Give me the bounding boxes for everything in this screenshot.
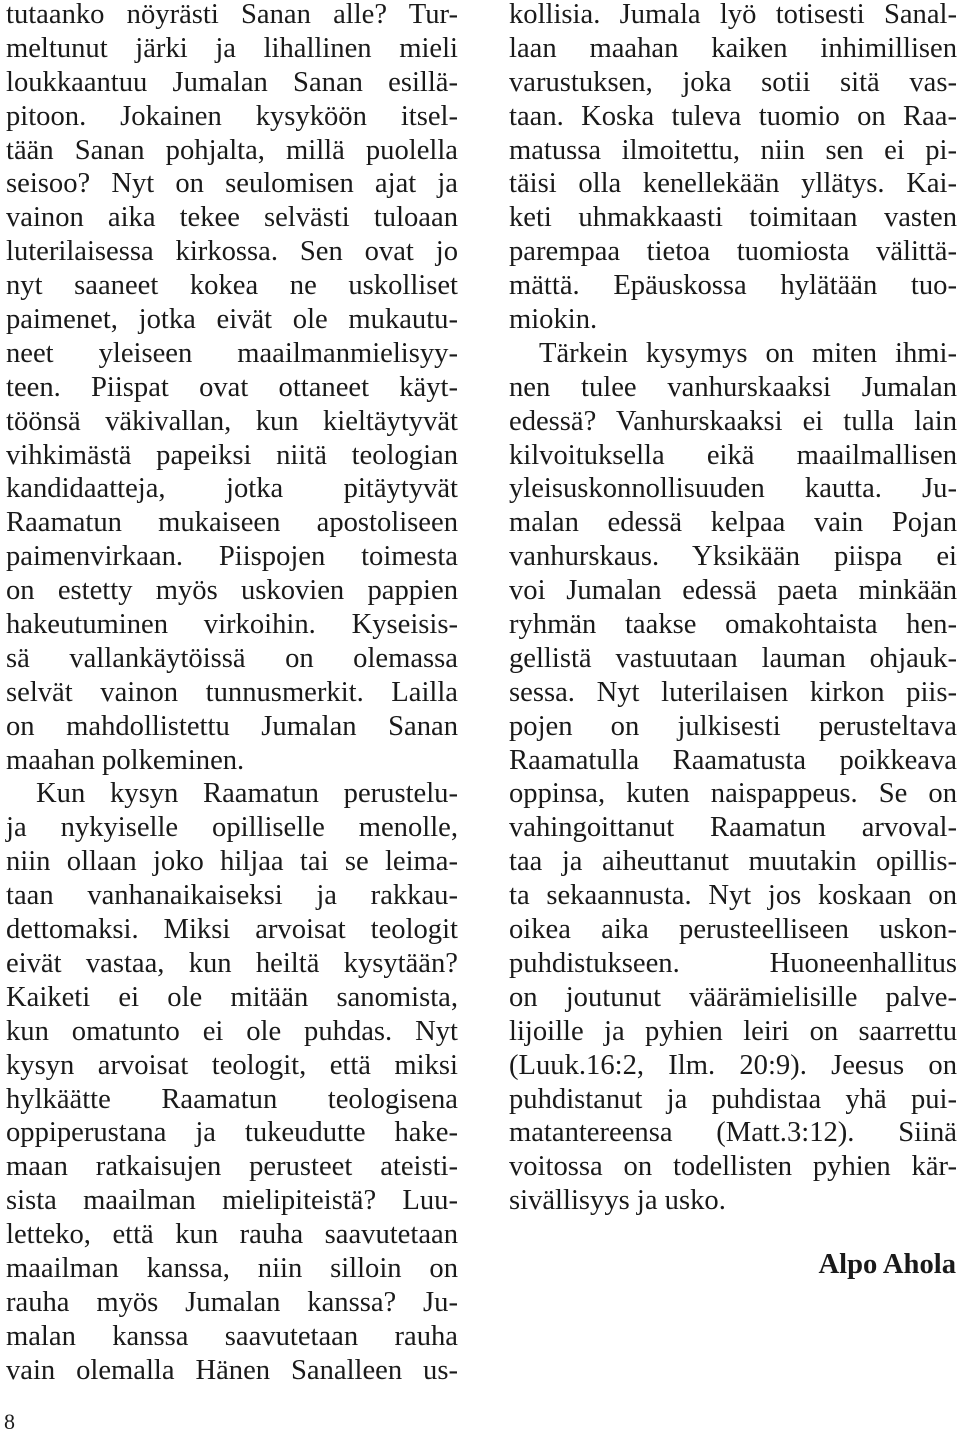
text-line: Tärkein kysymys on miten ihmi- [539,337,957,369]
text-column-left [6,0,458,1388]
text-line: sista maailman mielipiteistä? Luu- [6,1185,458,1217]
text-line: paimenvirkaan. Piispojen toimesta [6,541,458,573]
text-line: Kaiketi ei ole mitään sanomista, [6,981,458,1013]
text-line: eivät vastaa, kun heiltä kysytään? [6,947,458,979]
text-line: laan maahan kaiken inhimillisen [509,32,957,64]
text-line: ryhmän taakse omakohtaista hen- [509,609,957,641]
text-line: malan edessä kelpaa vain Pojan [509,507,957,539]
text-line: keti uhmakkaasti toimitaan vasten [509,202,957,234]
text-line: seisoo? Nyt on seulomisen ajat ja [6,168,458,200]
page-number: 8 [4,1409,15,1434]
text-line: malan kanssa saavutetaan rauha [6,1320,458,1352]
text-line: ta sekaannusta. Nyt jos koskaan on [509,880,957,912]
text-line: paimenet, jotka eivät ole mukautu- [6,304,458,336]
text-line: oikea aika perusteelliseen uskon- [509,914,957,946]
text-line: maailman kanssa, niin silloin on [6,1252,458,1284]
text-line: yleisuskonnollisuuden kautta. Ju- [509,473,957,505]
text-line: kun omatunto ei ole puhdas. Nyt [6,1015,458,1047]
text-column-right [509,0,957,1218]
text-line: rauha myös Jumalan kanssa? Ju- [6,1286,458,1318]
text-line: Raamatun mukaiseen apostoliseen [6,507,458,539]
text-line: meltunut järki ja lihallinen mieli [6,32,458,64]
text-line: nen tulee vanhurskaaksi Jumalan [509,371,957,403]
text-line: täisi olla kenellekään yllätys. Kai- [509,168,957,200]
text-line: on estetty myös uskovien pappien [6,575,458,607]
text-line: hakeutuminen virkoihin. Kyseisis- [6,609,458,641]
text-line: kollisia. Jumala lyö totisesti Sanal- [509,0,957,30]
text-line: pitoon. Jokainen kysyköön itsel- [6,100,458,132]
text-line: kandidaatteja, jotka pitäytyvät [6,473,458,505]
text-line: lijoille ja pyhien leiri on saarrettu [509,1015,957,1047]
text-line: sessa. Nyt luterilaisen kirkon piis- [509,676,957,708]
text-line: vanhurskaus. Yksikään piispa ei [509,541,957,573]
text-line: vahingoittanut Raamatun arvoval- [509,812,957,844]
text-line: edessä? Vanhurskaaksi ei tulla lain [509,405,957,437]
text-line: niin ollaan joko hiljaa tai se leima- [6,846,458,878]
text-line: taan. Koska tuleva tuomio on Raa- [509,100,957,132]
text-line: letteko, että kun rauha saavutetaan [6,1219,458,1251]
text-line: neet yleiseen maailmanmielisyy- [6,337,458,369]
text-line: sä vallankäytöissä on olemassa [6,642,458,674]
text-line: töönsä väkivallan, kun kieltäytyvät [6,405,458,437]
text-line: vihkimästä papeiksi niitä teologian [6,439,458,471]
text-line: varustuksen, joka sotii sitä vas- [509,66,957,98]
text-line: on joutunut väärämielisille palve- [509,981,957,1013]
text-line: tutaanko nöyrästi Sanan alle? Tur- [6,0,458,30]
text-line: tään Sanan pohjalta, millä puolella [6,134,458,166]
text-line: nyt saaneet kokea ne uskolliset [6,270,458,302]
author-signature: Alpo Ahola [818,1249,956,1280]
text-line: matantereensa (Matt.3:12). Siinä [509,1117,957,1149]
text-line: loukkaantuu Jumalan Sanan esillä- [6,66,458,98]
text-line: miokin. [509,304,598,336]
text-line: (Luuk.16:2, Ilm. 20:9). Jeesus on [509,1049,957,1081]
text-line: maahan polkeminen. [6,744,245,776]
text-line: parempaa tietoa tuomiosta välittä- [509,236,957,268]
text-line: dettomaksi. Miksi arvoisat teologit [6,914,458,946]
text-line: pojen on julkisesti perusteltava [509,710,957,742]
text-line: gellistä vastuutaan lauman ohjauk- [509,642,957,674]
text-line: kysyn arvoisat teologit, että miksi [6,1049,458,1081]
text-line: voi Jumalan edessä paeta minkään [509,575,957,607]
text-line: Kun kysyn Raamatun perustelu- [36,778,458,810]
text-line: kilvoituksella eikä maailmallisen [509,439,957,471]
text-line: oppinsa, kuten naispappeus. Se on [509,778,957,810]
text-line: maan ratkaisujen perusteet ateisti- [6,1151,458,1183]
text-line: on mahdollistettu Jumalan Sanan [6,710,458,742]
text-line: hylkäätte Raamatun teologisena [6,1083,458,1115]
text-line: puhdistanut ja puhdistaa yhä pui- [509,1083,957,1115]
text-line: vain olemalla Hänen Sanalleen us- [6,1354,458,1386]
text-line: ja nykyiselle opilliselle menolle, [6,812,458,844]
text-line: taan vanhanaikaiseksi ja rakkau- [6,880,458,912]
text-line: sivällisyys ja usko. [509,1185,726,1217]
text-line: voitossa on todellisten pyhien kär- [509,1151,957,1183]
text-line: luterilaisessa kirkossa. Sen ovat jo [6,236,458,268]
text-line: teen. Piispat ovat ottaneet käyt- [6,371,458,403]
text-line: taa ja aiheuttanut muutakin opillis- [509,846,957,878]
text-line: puhdistukseen. Huoneenhallitus [509,947,957,979]
text-line: matussa ilmoitettu, niin sen ei pi- [509,134,957,166]
text-line: mättä. Epäuskossa hylätään tuo- [509,270,957,302]
text-line: oppiperustana ja tukeudutte hake- [6,1117,458,1149]
text-line: Raamatulla Raamatusta poikkeava [509,744,957,776]
text-line: selvät vainon tunnusmerkit. Lailla [6,676,458,708]
text-line: vainon aika tekee selvästi tuloaan [6,202,458,234]
